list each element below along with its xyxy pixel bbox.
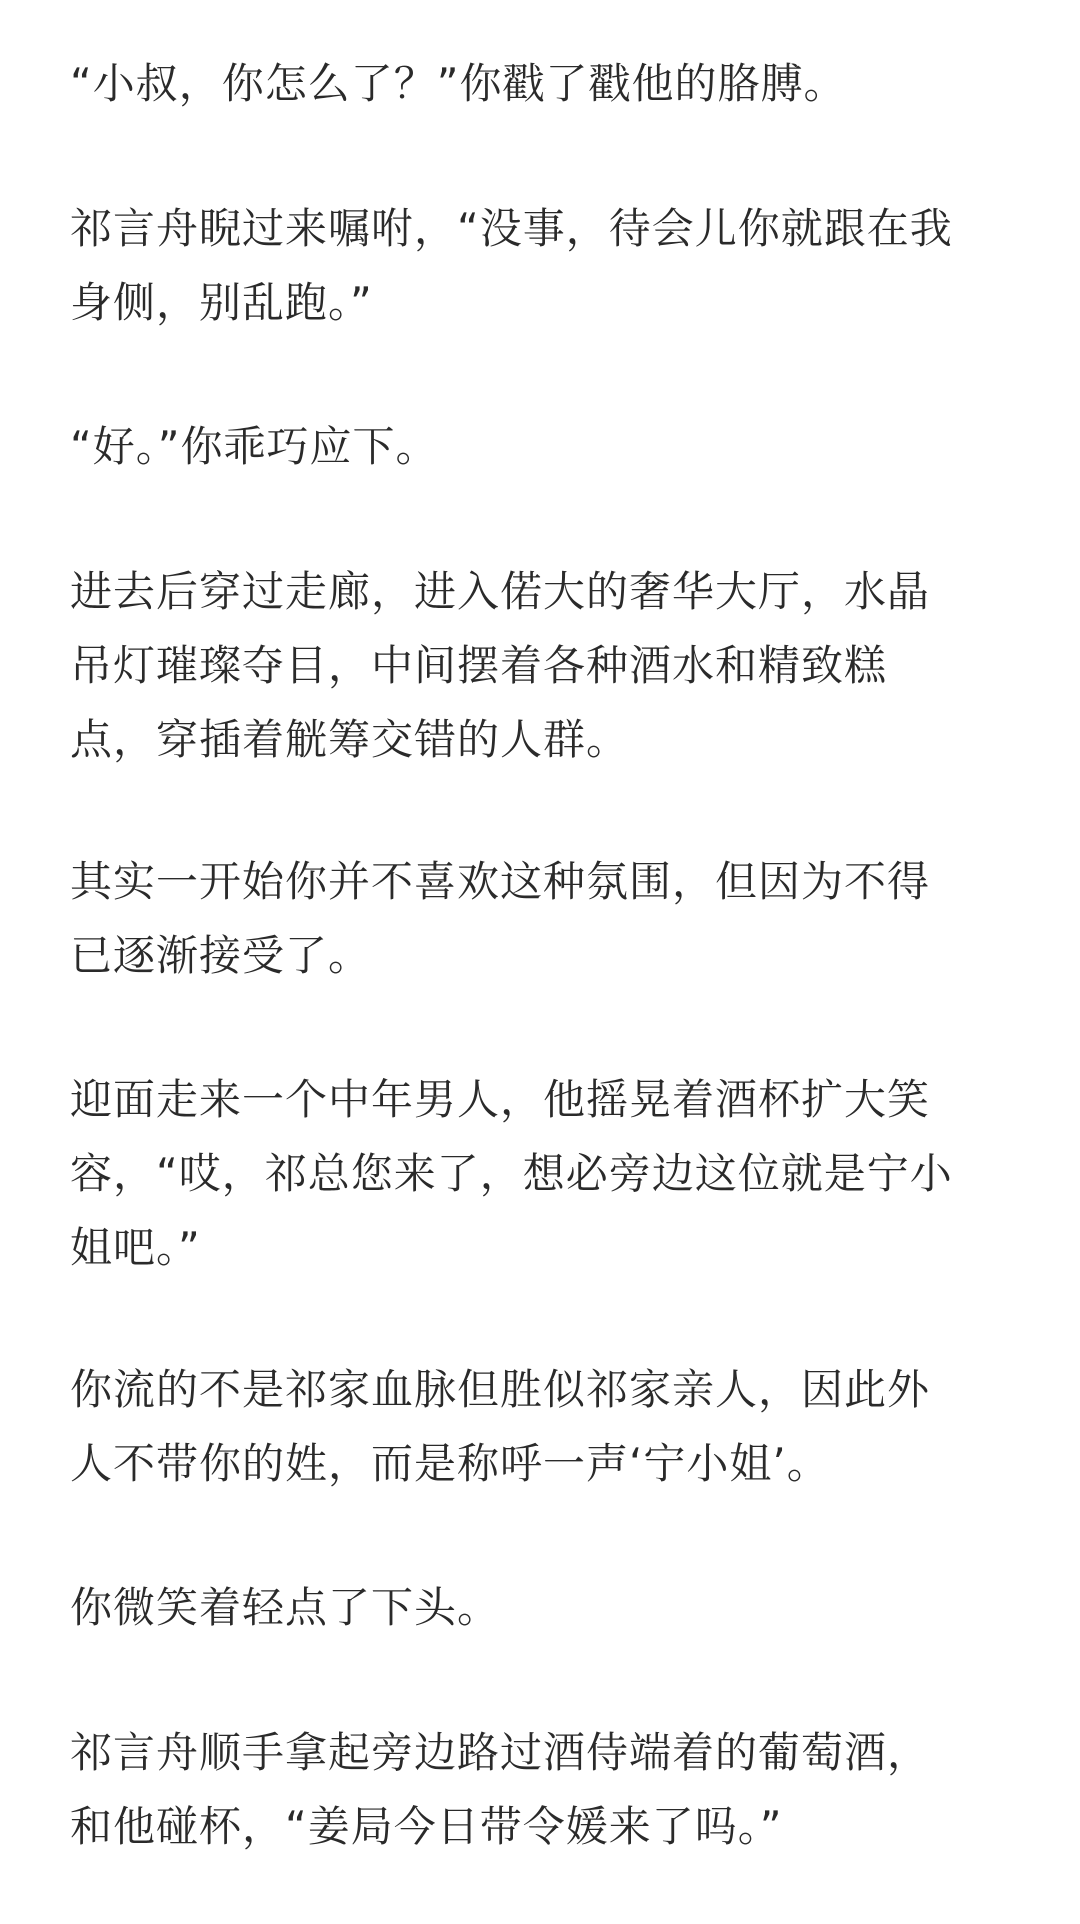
text-line: 和他碰杯，“姜局今日带令媛来了吗。”: [70, 1802, 783, 1851]
text-line: 祁言舟顺手拿起旁边路过酒侍端着的葡萄酒，: [70, 1728, 931, 1777]
text-line: 迎面走来一个中年男人，他摇晃着酒杯扩大笑: [70, 1075, 931, 1124]
paragraph-5: [70, 845, 1010, 993]
paragraph-9: [70, 1716, 1010, 1864]
text-line: 点，穿插着觥筹交错的人群。: [70, 715, 630, 764]
text-line: 姐吧。”: [70, 1223, 201, 1272]
text-line: 祁言舟睨过来嘱咐，“没事，待会儿你就跟在我: [70, 204, 953, 253]
text-line: 身侧，别乱跑。”: [70, 278, 373, 327]
paragraph-6: [70, 1063, 1010, 1285]
text-line: 已逐渐接受了。: [70, 931, 372, 980]
text-line: “小叔，你怎么了？”你戳了戳他的胳膊。: [70, 59, 847, 108]
text-line: 其实一开始你并不喜欢这种氛围，但因为不得: [70, 857, 931, 906]
paragraph-2: [70, 192, 1010, 340]
text-line: 你流的不是祁家血脉但胜似祁家亲人，因此外: [70, 1365, 931, 1414]
paragraph-8: [70, 1571, 1010, 1645]
paragraph-1: [70, 47, 1010, 121]
text-line: 吊灯璀璨夺目，中间摆着各种酒水和精致糕: [70, 641, 888, 690]
text-line: 人不带你的姓，而是称呼一声‘宁小姐’。: [70, 1439, 830, 1488]
paragraph-4: [70, 555, 1010, 777]
text-line: 容，“哎，祁总您来了，想必旁边这位就是宁小: [70, 1149, 953, 1198]
paragraph-3: [70, 410, 1010, 484]
text-line: 你微笑着轻点了下头。: [70, 1583, 501, 1632]
paragraph-7: [70, 1353, 1010, 1501]
text-line: 进去后穿过走廊，进入偌大的奢华大厅，水晶: [70, 567, 931, 616]
text-line: “好。”你乖巧应下。: [70, 422, 439, 471]
